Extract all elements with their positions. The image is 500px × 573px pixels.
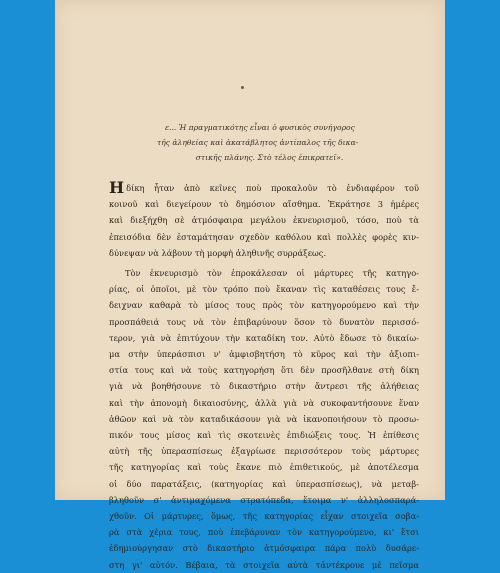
text-line: κοινοῦ καὶ διεγείρουν τὸ δημόσιον αἴσθημα. Ἐκράτησε 3 ἡμέρες (109, 199, 419, 210)
body-text (109, 180, 419, 573)
text-line: καὶ τὴν ἀπονομὴ δικαιοσύνης, ἀλλὰ γιὰ νὰ συκοφαντήσουνε ἕναν (109, 397, 419, 408)
text-line (109, 180, 419, 196)
text-line: βληθοῦν σ' ἀντιμαχόμενα στρατόπεδα, ἕτοιμα ν' ἀλληλοσπαρά- (109, 494, 419, 505)
epigraph (157, 120, 382, 165)
text-line: στη γι' αὐτόν. Βέβαια, τὰ στοιχεῖα αὐτὰ τἀντέκρουε μὲ πεῖσμα (109, 559, 419, 570)
paragraph (109, 265, 419, 573)
text-line: τῆς κατηγορίας καὶ τοὺς ἔκανε πιὸ ἐπιθετικούς, μὲ ἀποτέλεσμα (109, 462, 419, 473)
text-line: ρὰ στὰ χέρια τους, ποὺ ἐπεβάρυναν τὸν κατηγορούμενο, κι' ἔτσι (109, 527, 419, 538)
text-line: Τὸν ἐκνευρισμὸ τὸν ἐπροκάλεσαν οἱ μάρτυρες τῆς κατηγο- (125, 268, 419, 279)
text-line: ἐπεισόδια δὲν ἐσταμάτησαν σχεδὸν καθόλου καὶ πολλὲς φορὲς κιν- (109, 231, 419, 242)
text-line: καὶ διεξήχθη σὲ ἀτμόσφαιρα μεγάλου ἐκνευρισμοῦ, τόσο, ποὺ τὰ (109, 215, 419, 226)
text-line: οἱ δύο παρατάξεις, (κατηγορίας καὶ ὑπερασπίσεως), νὰ μεταβ- (109, 478, 419, 489)
epigraph-line: ε... Ἡ πραγματικότης εἶναι ὁ φυσικὸς συνήγορος (165, 123, 355, 132)
text-line: ἐδημιούργησαν στὸ δικαστήριο ἀτμόσφαιρα πάρα πολὺ δυσάρε- (109, 543, 419, 554)
text-line: πικόν τους μίσος καὶ τὶς σκοτεινὲς ἐπιδιώξεις τους. Ἡ ἐπίθεσις (109, 430, 419, 441)
text-line: τερον, γιὰ νὰ ἐπιτύχουν τὴν καταδίκη τον. Αὐτὸ ἔδωσε τὸ δικαίω- (109, 332, 419, 343)
text-line: χθοῦν. Οἱ μάρτυρες, ὅμως, τῆς κατηγορίας εἶχαν στοιχεῖα σοβα- (109, 511, 419, 522)
text-line: ἀθῶον καὶ νὰ τὸν καταδικάσουν γιὰ νὰ ἱκανοποιήσουν τὸ προσω- (109, 413, 419, 424)
text-line: ρίας, οἱ ὁποῖοι, μὲ τὸν τρόπο ποὺ ἔκαναν τὶς καταθέσεις τους ἔ- (109, 284, 419, 295)
page-mark (241, 86, 244, 89)
text-line: προσπάθειά τους νὰ τὸν ἐπιβαρύνουν ὅσον τὸ δυνατὸν περισσό- (109, 316, 419, 327)
text-line: μα στὴν ὑπεράσπισι ν' ἀμφισβητήση τὸ κῦρος καὶ τὴν ἀξιοπι- (109, 349, 419, 360)
text-line: δύνεψαν νὰ λάβουν τὴ μορφὴ ἀληθινῆς συρράξεως. (109, 247, 327, 258)
paragraph (109, 180, 419, 261)
epigraph-line: στικῆς πλάνης. Στὸ τέλος ἐπικρατεῖ». (195, 153, 344, 162)
drop-cap: Η (109, 178, 125, 197)
line-text: δίκη ἦταν ἀπὸ κεῖνες ποὺ προκαλοῦν τὸ ἐνδιαφέρον τοῦ (126, 183, 419, 193)
text-line: αὐτὴ τῆς ὑπερασπίσεως ἐξαγρίωσε περισσότερον τοὺς μάρτυρες (109, 446, 419, 457)
text-line: δειχναν καθαρὰ τὸ μίσος τους πρὸς τὸν κατηγορούμενο καὶ τὴν (109, 300, 419, 311)
epigraph-line: τῆς ἀληθείας καὶ ἀκατάβλητος ἀντίπαλος τῆς δικα- (157, 138, 359, 147)
book-page (55, 0, 445, 570)
text-line: στία τους καὶ νὰ τοὺς κατηγορήση ὅτι δὲν προσῆλθανε στὴ δίκη (109, 365, 419, 376)
text-line: γιὰ νὰ βοηθήσουνε τὸ δικαστήριο στὴν ἄντρεσι τῆς ἀλήθειας (109, 381, 419, 392)
